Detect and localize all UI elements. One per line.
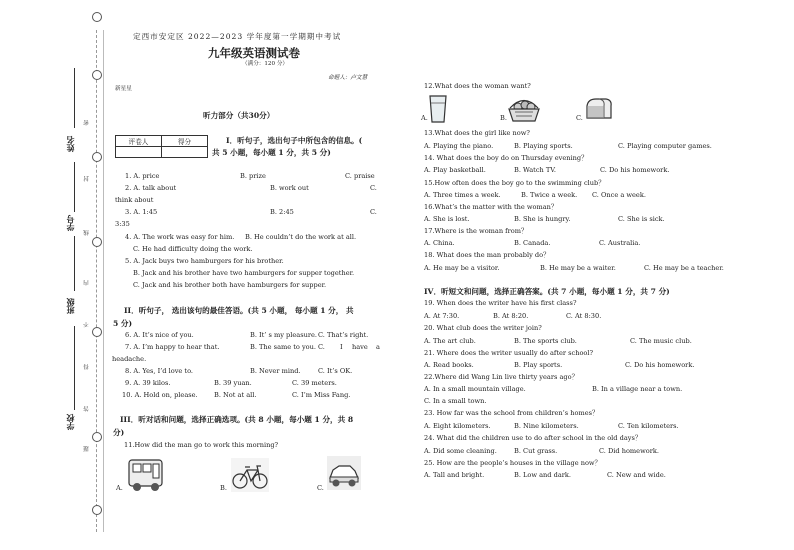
q2-b: B. work out — [270, 184, 309, 192]
id-label: 学号 — [65, 215, 75, 231]
q19-question: 19. When does the writer have his first class? — [424, 299, 577, 307]
q11-option-b-label: B. — [220, 484, 227, 492]
q19-c: C. At 8:30. — [566, 312, 602, 320]
binding-hole — [92, 12, 102, 22]
seal-word: 不 — [84, 322, 90, 328]
class-underline — [74, 236, 76, 291]
q20-c: C. The music club. — [630, 337, 692, 345]
q7-c: C. — [318, 343, 325, 351]
school-label: 学校 — [65, 414, 75, 430]
cut-line — [103, 30, 104, 532]
q14-b: B. Watch TV. — [514, 166, 556, 174]
q5-c: C. Jack and his brother both have hamburgers for supper. — [133, 281, 327, 289]
q15-c: C. Once a week. — [592, 191, 646, 199]
q19-a: A. At 7:30. — [424, 312, 460, 320]
q7-a: 7. A. I’m happy to hear that. — [125, 343, 220, 351]
exam-name: 定西市安定区 2022—2023 学年度第一学期期中考试 — [133, 32, 342, 41]
q13-c: C. Playing computer games. — [618, 142, 712, 150]
car-icon — [327, 456, 361, 490]
q23-a: A. Eight kilometers. — [424, 422, 491, 430]
q12-option-c-label: C. — [576, 114, 583, 122]
q2-c: C. — [370, 184, 377, 192]
part4-heading: IV．听短文和问题，选择正确答案。(共 7 小题，每小题 1 分，共 7 分) — [424, 287, 670, 296]
q9-a: 9. A. 39 kilos. — [125, 379, 171, 387]
q21-a: A. Read books. — [424, 361, 474, 369]
grader-input[interactable] — [116, 147, 162, 158]
seal-word: 密 — [84, 120, 90, 126]
seal-word: 线 — [84, 230, 90, 236]
q23-c: C. Ten kilometers. — [618, 422, 679, 430]
q2-a: 2. A. talk about — [125, 184, 177, 192]
q25-a: A. Tall and bright. — [424, 471, 485, 479]
q25-question: 25. How are the people’s houses in the village now？ — [424, 459, 602, 467]
q20-question: 20. What club does the writer join? — [424, 324, 542, 332]
q17-c: C. Australia. — [599, 239, 641, 247]
q18-question: 18. What does the man probably do？ — [424, 251, 550, 259]
q10-a: 10. A. Hold on, please. — [122, 391, 198, 399]
q7-c-word2: have — [352, 343, 368, 351]
q14-c: C. Do his homework. — [600, 166, 670, 174]
q16-b: B. She is hungry. — [514, 215, 571, 223]
q17-a: A. China. — [424, 239, 455, 247]
q4-c: C. He had difficulty doing the work. — [133, 245, 253, 253]
glass-of-water-icon — [427, 94, 449, 124]
q6-c: C. That’s right. — [318, 331, 369, 339]
part3-heading-cont: 分) — [113, 428, 125, 437]
q12-option-b-label: B. — [500, 114, 507, 122]
q19-b: B. At 8:20. — [493, 312, 529, 320]
q16-a: A. She is lost. — [424, 215, 470, 223]
q4-a: 4. A. The work was easy for him. — [125, 233, 235, 241]
setter: 命题人：卢文慧 — [328, 75, 368, 81]
q12-question: 12.What does the woman want? — [424, 82, 531, 90]
q15-question: 15.How often does the boy go to the swimming club？ — [424, 179, 605, 187]
q17-question: 17.Where is the woman from？ — [424, 227, 528, 235]
q9-b: B. 39 yuan. — [214, 379, 252, 387]
binding-hole — [92, 152, 102, 162]
q15-a: A. Three times a week. — [424, 191, 501, 199]
q16-question: 16.What’s the matter with the woman？ — [424, 203, 558, 211]
seal-word: 题 — [84, 446, 90, 452]
q7-c-word1: I — [340, 343, 343, 351]
binding-hole — [92, 505, 102, 515]
bus-icon — [127, 456, 165, 494]
score-cell: 得分 — [162, 136, 208, 147]
q25-c: C. New and wide. — [607, 471, 666, 479]
q7-b: B. The same to you. — [250, 343, 316, 351]
q22-c: C. In a small town. — [424, 397, 487, 405]
q9-c: C. 39 meters. — [292, 379, 337, 387]
q4-b: B. He couldn’t do the work at all. — [245, 233, 357, 241]
q24-c: C. Did homework. — [599, 447, 659, 455]
q25-b: B. Low and dark. — [514, 471, 572, 479]
q11-option-c-label: C. — [317, 484, 324, 492]
q23-b: B. Nine kilometers. — [514, 422, 579, 430]
q21-b: B. Play sports. — [514, 361, 563, 369]
binding-hole — [92, 237, 102, 247]
class-label: 班级 — [65, 298, 75, 314]
q23-question: 23. How far was the school from children’s homes？ — [424, 409, 599, 417]
bread-icon — [584, 96, 614, 122]
id-underline — [74, 162, 76, 212]
q20-b: B. The sports club. — [514, 337, 577, 345]
q24-b: B. Cut grass. — [514, 447, 558, 455]
q8-b: B. Never mind. — [250, 367, 301, 375]
binding-hole — [92, 70, 102, 80]
q11-question: 11.How did the man go to work this morning? — [124, 441, 279, 449]
q22-b: B. In a village near a town. — [592, 385, 683, 393]
q8-c: C. It’s OK. — [318, 367, 353, 375]
q1-c: C. praise — [345, 172, 375, 180]
school-underline — [74, 326, 76, 410]
q24-a: A. Did some cleaning. — [424, 447, 497, 455]
q13-b: B. Playing sports. — [514, 142, 573, 150]
q21-question: 21. Where does the writer usually do after school? — [424, 349, 594, 357]
q6-a: 6. A. It’s nice of you. — [125, 331, 194, 339]
q10-b: B. Not at all. — [214, 391, 257, 399]
q7-c-word4: headache. — [112, 355, 147, 363]
q5-a: 5. A. Jack buys two hamburgers for his brother. — [125, 257, 284, 265]
fold-line — [96, 30, 97, 532]
q12-option-a-label: A. — [421, 114, 428, 122]
q13-a: A. Playing the piano. — [424, 142, 494, 150]
name-label: 姓名 — [65, 136, 75, 152]
binding-hole — [92, 327, 102, 337]
q22-a: A. In a small mountain village. — [424, 385, 526, 393]
q22-question: 22.Where did Wang Lin live thirty years ago？ — [424, 373, 579, 381]
grader-cell: 评卷人 — [116, 136, 162, 147]
full-score: （满分：120 分） — [242, 61, 289, 67]
q3-c-text: 3:35 — [115, 220, 130, 228]
q17-b: B. Canada. — [514, 239, 551, 247]
q18-c: C. He may be a teacher. — [644, 264, 724, 272]
q1-a: 1. A. price — [125, 172, 160, 180]
q21-c: C. Do his homework. — [625, 361, 695, 369]
q11-option-a-label: A. — [116, 484, 123, 492]
bicycle-icon — [231, 458, 269, 492]
seal-word: 答 — [84, 406, 90, 412]
q7-c-word3: a — [376, 343, 380, 351]
q5-b: B. Jack and his brother have two hamburgers for supper together. — [133, 269, 355, 277]
q18-a: A. He may be a visitor. — [424, 264, 500, 272]
part1-heading-cont: 共 5 小题，每小题 1 分，共 5 分) — [212, 148, 331, 157]
reviewer: 新星星 — [115, 86, 132, 92]
seal-word: 封 — [84, 176, 90, 182]
q15-b: B. Twice a week. — [521, 191, 578, 199]
q20-a: A. The art club. — [424, 337, 476, 345]
name-underline — [74, 68, 76, 128]
q10-c: C. I’m Miss Fang. — [292, 391, 351, 399]
q13-question: 13.What does the girl like now? — [424, 129, 530, 137]
paper-title: 九年级英语测试卷 — [208, 46, 300, 60]
q3-a: 3. A. 1:45 — [125, 208, 158, 216]
q24-question: 24. What did the children use to do after school in the old days？ — [424, 434, 642, 442]
q3-c: C. — [370, 208, 377, 216]
q2-c-text: think about — [115, 196, 154, 204]
seal-word: 得 — [84, 364, 90, 370]
listening-heading: 听力部分（共30分） — [203, 111, 275, 120]
q16-c: C. She is sick. — [618, 215, 665, 223]
q18-b: B. He may be a waiter. — [540, 264, 616, 272]
score-input[interactable] — [162, 147, 208, 158]
q14-a: A. Play basketball. — [424, 166, 486, 174]
binding-hole — [92, 432, 102, 442]
binding-margin — [0, 0, 105, 550]
q14-question: 14. What does the boy do on Thursday evening？ — [424, 154, 588, 162]
q3-b: B. 2:45 — [270, 208, 294, 216]
q8-a: 8. A. Yes, I’d love to. — [125, 367, 194, 375]
part3-heading: III．听对话和问题，选择正确选项。(共 8 小题，每小题 1 分，共 8 — [120, 415, 354, 424]
part2-heading-cont: 5 分) — [113, 319, 133, 328]
seal-word: 内 — [84, 280, 90, 286]
score-table — [115, 135, 208, 158]
part1-heading: I．听句子，选出句子中所包含的信息。( — [226, 136, 363, 145]
part2-heading: II．听句子， 选出该句的最佳答语。(共 5 小题， 每小题 1 分， 共 — [124, 306, 354, 315]
fruit-basket-icon — [506, 95, 542, 123]
q1-b: B. prize — [240, 172, 266, 180]
q6-b: B. It’ s my pleasure. — [250, 331, 317, 339]
